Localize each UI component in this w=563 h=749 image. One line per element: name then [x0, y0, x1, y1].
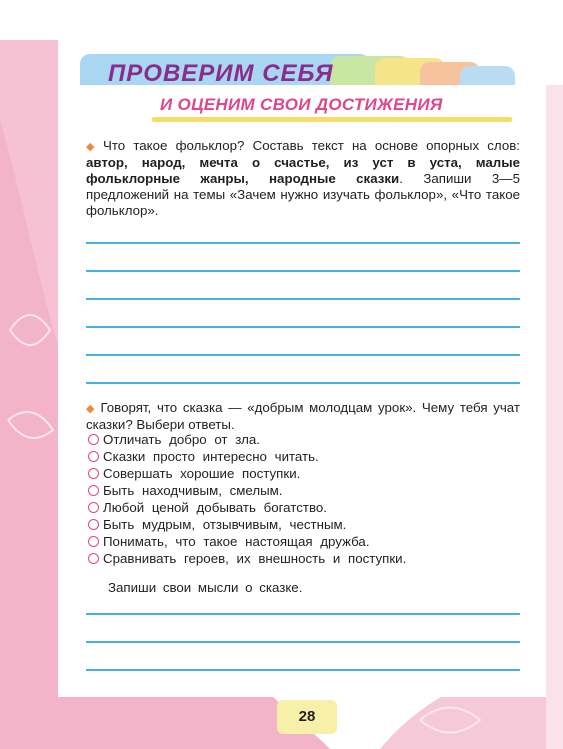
write-prompt: Запиши свои мысли о сказке.	[108, 580, 303, 595]
subtitle-underline	[152, 117, 512, 122]
page-subtitle: И ОЦЕНИМ СВОИ ДОСТИЖЕНИЯ	[160, 95, 443, 114]
page-number-badge	[277, 700, 337, 734]
circle-checkbox-icon[interactable]	[88, 451, 99, 462]
writing-line[interactable]	[86, 382, 520, 384]
writing-line[interactable]	[86, 326, 520, 328]
answer-option[interactable]: Сравнивать героев, их внешность и поступки.	[88, 551, 406, 566]
writing-line[interactable]	[86, 270, 520, 272]
circle-checkbox-icon[interactable]	[88, 468, 99, 479]
answer-option[interactable]: Понимать, что такое настоящая дружба.	[88, 534, 370, 549]
circle-checkbox-icon[interactable]	[88, 536, 99, 547]
task-1-keywords: автор, народ, мечта о счастье, из уст в уста, малые фольклорные жанры, народные сказки	[86, 155, 520, 186]
task-1-text	[86, 138, 520, 219]
answer-option[interactable]: Сказки просто интересно читать.	[88, 449, 319, 464]
circle-checkbox-icon[interactable]	[88, 485, 99, 496]
answer-option[interactable]: Отличать добро от зла.	[88, 432, 260, 447]
answer-option[interactable]: Любой ценой добывать богатство.	[88, 500, 327, 515]
task-1-instruction: . Запиши 3—5 предложений на темы «Зачем нужно изучать фольклор», «Что такое фольклор».	[86, 171, 520, 218]
diamond-bullet-icon: ◆	[86, 141, 99, 153]
circle-checkbox-icon[interactable]	[88, 519, 99, 530]
diamond-bullet-icon: ◆	[86, 403, 97, 415]
writing-line[interactable]	[86, 242, 520, 244]
task-1-intro: Что такое фольклор? Составь текст на основе опорных слов:	[102, 138, 520, 153]
answer-option[interactable]: Быть находчивым, смелым.	[88, 483, 283, 498]
circle-checkbox-icon[interactable]	[88, 553, 99, 564]
task-2-text	[86, 400, 520, 433]
circle-checkbox-icon[interactable]	[88, 434, 99, 445]
task-2-question: Говорят, что сказка — «добрым молодцам урок». Чему тебя учат сказки? Выбери ответы.	[86, 400, 520, 432]
writing-line[interactable]	[86, 298, 520, 300]
answer-option[interactable]: Быть мудрым, отзывчивым, честным.	[88, 517, 346, 532]
page-number: 28	[298, 708, 316, 725]
writing-line[interactable]	[86, 641, 520, 643]
circle-checkbox-icon[interactable]	[88, 502, 99, 513]
page-title: ПРОВЕРИМ СЕБЯ	[108, 60, 334, 87]
writing-line[interactable]	[86, 613, 520, 615]
answer-option[interactable]: Совершать хорошие поступки.	[88, 466, 300, 481]
writing-line[interactable]	[86, 669, 520, 671]
writing-line[interactable]	[86, 354, 520, 356]
